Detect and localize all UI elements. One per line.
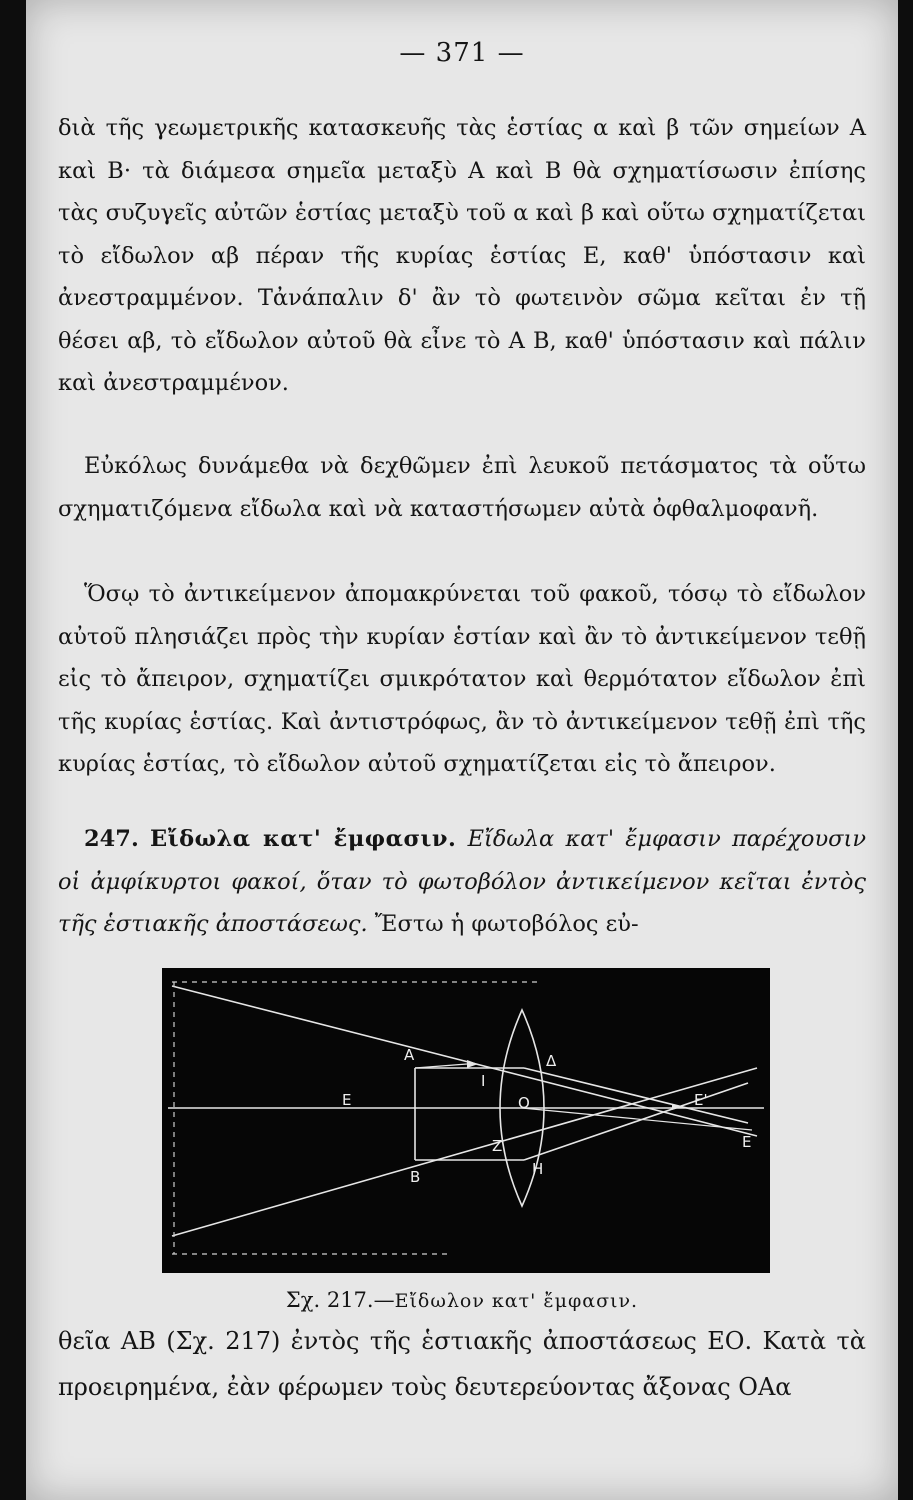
label-A: Α: [404, 1046, 415, 1064]
paragraph-section-247: [58, 818, 866, 946]
diagram-background: [162, 968, 770, 1273]
caption-title: Εἴδωλον κατ' ἔμφασιν.: [394, 1290, 639, 1312]
page-number: — 371 —: [399, 38, 525, 68]
section-text: Ἔστω ἡ φωτοβόλος εὐ-: [374, 911, 639, 937]
paragraph-5: θεῖα ΑΒ (Σχ. 217) ἐντὸς τῆς ἑστιακῆς ἀποστάσεως ΕΟ. Κατὰ τὰ προειρημένα, ἐὰν φέρωμεν τοὺς δευτερεύοντας ἄξονας ΟΑα: [58, 1327, 866, 1401]
label-E-right: Ε: [742, 1133, 752, 1151]
label-O: Ο: [518, 1094, 530, 1112]
label-D: Δ: [546, 1052, 557, 1070]
caption-number: Σχ. 217.—: [285, 1288, 395, 1312]
label-H: Η: [532, 1160, 544, 1178]
section-number: 247.: [84, 826, 139, 852]
section-italic-text: Εἴδωλα κατ' ἔμφασιν παρέχουσιν οἱ ἀμφίκυρτοι φακοί, ὅταν τὸ φωτοβόλον ἀντικείμενον κεῖται ἐντὸς τῆς ἑστιακῆς ἀποστάσεως.: [58, 826, 867, 937]
paragraph-1: διὰ τῆς γεωμετρικῆς κατασκευῆς τὰς ἑστίας α καὶ β τῶν σημείων Α καὶ Β· τὰ διάμεσα σημεῖα μεταξὺ Α καὶ Β θὰ σχηματίσωσιν ἐπίσης τὰς συζυγεῖς αὐτῶν ἑστίας μεταξὺ τοῦ α καὶ β καὶ οὕτω σχηματίζεται τὸ εἴδωλον αβ πέραν τῆς κυρίας ἑστίας Ε, καθ' ὑπόστασιν καὶ ἀνεστραμμένον. Τἀνάπαλιν δ' ἂν τὸ φωτεινὸν σῶμα κεῖται ἐν τῇ θέσει αβ, τὸ εἴδωλον αὐτοῦ θὰ εἶνε τὸ Α Β, καθ' ὑπόστασιν καὶ πάλιν καὶ ἀνεστραμμένον.: [58, 115, 866, 396]
section-title: Εἴδωλα κατ' ἔμφασιν.: [150, 826, 457, 852]
label-E-left: Ε: [342, 1091, 352, 1109]
paragraph-2: Εὐκόλως δυνάμεθα νὰ δεχθῶμεν ἐπὶ λευκοῦ πετάσματος τὰ οὕτω σχηματιζόμενα εἴδωλα καὶ νὰ καταστήσωμεν αὐτὰ ὀφθαλμοφανῆ.: [58, 453, 866, 522]
lens-diagram: [162, 968, 770, 1273]
lens-diagram-svg: [162, 968, 770, 1273]
paragraph-3: Ὅσῳ τὸ ἀντικείμενον ἀπομακρύνεται τοῦ φακοῦ, τόσῳ τὸ εἴδωλον αὐτοῦ πλησιάζει πρὸς τὴν κυρίαν ἑστίαν καὶ ἂν τὸ ἀντικείμενον τεθῇ εἰς τὸ ἄπειρον, σχηματίζει σμικρότατον καὶ θερμότατον εἴδωλον ἐπὶ τῆς κυρίας ἑστίας. Καὶ ἀντιστρόφως, ἂν τὸ ἀντικείμενον τεθῇ ἐπὶ τῆς κυρίας ἑστίας, τὸ εἴδωλον αὐτοῦ σχηματίζεται εἰς τὸ ἄπειρον.: [58, 581, 866, 777]
figure-caption: [26, 1288, 898, 1312]
label-B: Β: [410, 1168, 421, 1186]
label-Z: Ζ: [492, 1137, 503, 1155]
book-page: [26, 0, 898, 1500]
label-E-prime: Ε': [694, 1091, 708, 1109]
label-I: Ι: [481, 1072, 486, 1090]
